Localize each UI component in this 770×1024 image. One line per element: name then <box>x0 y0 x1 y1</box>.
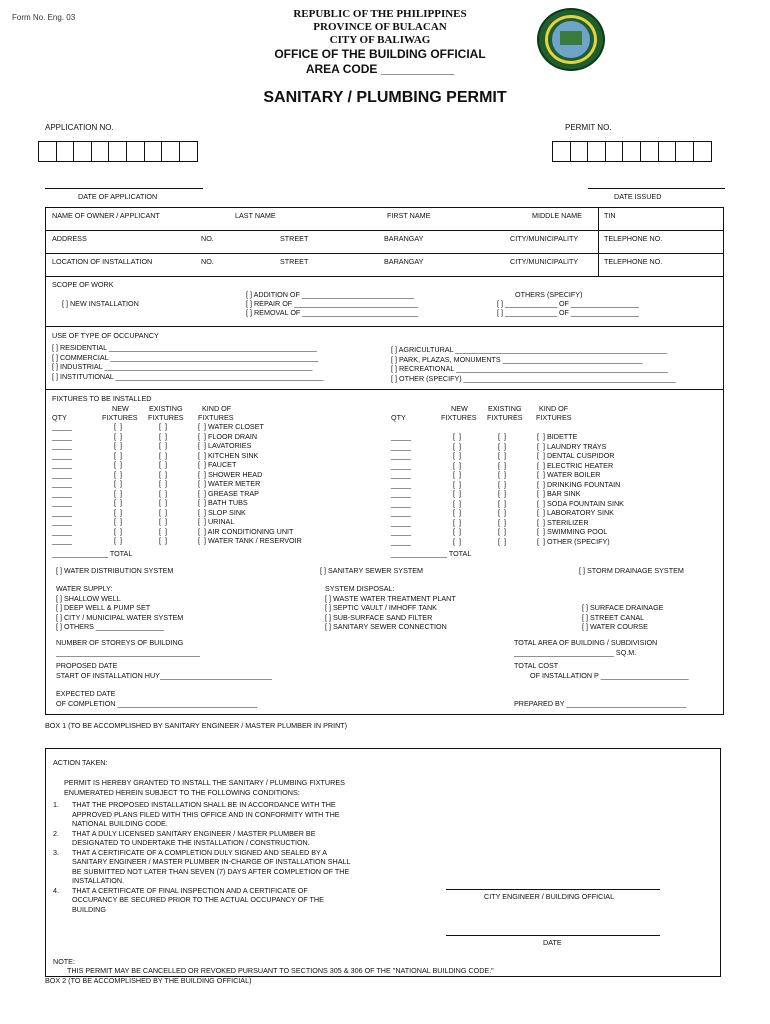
location-label: LOCATION OF INSTALLATION <box>52 257 153 266</box>
action-taken-label: ACTION TAKEN: <box>53 758 108 767</box>
area-code: AREA CODE ___________ <box>305 62 455 76</box>
shallow-well-checkbox[interactable]: [ ] SHALLOW WELL <box>56 593 121 603</box>
fixtures-right-kind-column <box>537 432 624 546</box>
fixtures-existing-header-2: FIXTURES <box>148 413 184 422</box>
scope-others-line-2[interactable]: [ ] _____________ OF _________________ <box>497 308 639 317</box>
fixture-left-item-11[interactable]: [ ] URINAL <box>198 517 235 526</box>
fixture-right-item-2[interactable]: [ ] LAUNDRY TRAYS <box>537 441 607 451</box>
new-installation-checkbox[interactable]: [ ] NEW INSTALLATION <box>62 299 139 308</box>
fixture-right-item-3[interactable]: [ ] DENTAL CUSPIDOR <box>537 451 615 460</box>
deep-well-checkbox[interactable]: [ ] DEEP WELL & PUMP SET <box>56 603 151 612</box>
fixture-left-item-13[interactable]: [ ] WATER TANK / RESERVOIR <box>198 536 302 545</box>
storeys-field[interactable]: ____________________________________ <box>56 648 200 657</box>
address-label: ADDRESS <box>52 234 87 243</box>
condition-3-line-4: INSTALLATION. <box>72 876 125 885</box>
fixtures-new-header-2: FIXTURES <box>102 413 138 422</box>
first-name-label: FIRST NAME <box>387 211 431 220</box>
fixture-right-item-1[interactable]: [ ] BIDETTE <box>537 432 578 441</box>
fixtures-right-existing-header-2: FIXTURES <box>487 413 523 422</box>
water-distribution-checkbox[interactable]: [ ] WATER DISTRIBUTION SYSTEM <box>56 566 174 575</box>
fixtures-right-existing-header: EXISTING <box>488 404 522 413</box>
fixture-right-item-11[interactable]: [ ] SWIMMING POOL <box>537 527 608 536</box>
permit-no-label: PERMIT NO. <box>565 123 612 132</box>
fixture-right-item-4[interactable]: [ ] ELECTRIC HEATER <box>537 460 614 470</box>
date-signature-line[interactable] <box>446 935 660 936</box>
start-installation-field[interactable]: START OF INSTALLATION HUY____________________________ <box>56 671 272 680</box>
condition-4-number: 4. <box>53 885 59 895</box>
fixtures-kind-header: KIND OF <box>202 404 232 413</box>
owner-name-label: NAME OF OWNER / APPLICANT <box>52 211 160 220</box>
province-heading: PROVINCE OF BULACAN <box>313 21 447 33</box>
septic-vault-checkbox[interactable]: [ ] SEPTIC VAULT / IMHOFF TANK <box>325 603 437 612</box>
fixtures-qty-header: QTY <box>52 413 67 422</box>
condition-2-line-1: THAT A DULY LICENSED SANITARY ENGINEER / MASTER PLUMBER BE <box>72 828 316 838</box>
scope-title: SCOPE OF WORK <box>52 280 114 289</box>
city-seal-logo <box>537 8 605 71</box>
location-telephone-label: TELEPHONE NO. <box>604 257 663 266</box>
occupancy-other[interactable]: [ ] OTHER (SPECIFY) _____________________________________________________ <box>391 373 676 383</box>
street-canal-checkbox[interactable]: [ ] STREET CANAL <box>582 612 645 622</box>
condition-4-line-1: THAT A CERTIFICATE OF FINAL INSPECTION AND A CERTIFICATE OF <box>72 885 308 895</box>
box1-caption: BOX 1 (TO BE ACCOMPLISHED BY SANITARY ENGINEER / MASTER PLUMBER IN PRINT) <box>45 721 348 730</box>
fixtures-right-new-column[interactable]: [ ] [ ] [ ] [ ] [ ] [ ] [ ] [ ] [ ] [ ] [ ] [ ] <box>453 432 461 546</box>
occupancy-industrial[interactable]: [ ] INDUSTRIAL ____________________________________________________ <box>52 362 313 371</box>
city-heading: CITY OF BALIWAG <box>329 34 431 46</box>
address-telephone-label: TELEPHONE NO. <box>604 234 663 243</box>
fixture-left-item-3[interactable]: [ ] LAVATORIES <box>198 441 252 450</box>
repair-checkbox[interactable]: [ ] REPAIR OF _______________________________ <box>246 299 419 308</box>
fixture-left-item-12[interactable]: [ ] AIR CONDITIONING UNIT <box>198 526 294 536</box>
fixtures-right-existing-column[interactable]: [ ] [ ] [ ] [ ] [ ] [ ] [ ] [ ] [ ] [ ] [ ] [ ] <box>498 432 506 546</box>
office-heading: OFFICE OF THE BUILDING OFFICIAL <box>274 47 486 61</box>
total-cost-label: TOTAL COST <box>514 661 559 670</box>
fixture-left-item-10[interactable]: [ ] SLOP SINK <box>198 507 246 517</box>
note-text: THIS PERMIT MAY BE CANCELLED OR REVOKED PURSUANT TO SECTIONS 305 & 306 OF THE "NATIONAL BUILDING CODE." <box>67 966 494 975</box>
system-disposal-label: SYSTEM DISPOSAL: <box>325 584 395 593</box>
address-city-label: CITY/MUNICIPALITY <box>510 234 579 243</box>
sanitary-sewer-checkbox[interactable]: [ ] SANITARY SEWER SYSTEM <box>320 566 424 575</box>
note-label: NOTE: <box>53 957 75 966</box>
date-application-line[interactable] <box>45 188 203 189</box>
action-intro-1: PERMIT IS HEREBY GRANTED TO INSTALL THE SANITARY / PLUMBING FIXTURES <box>64 778 345 787</box>
fixtures-left-total[interactable]: ______________ TOTAL <box>52 549 133 558</box>
occupancy-residential[interactable]: [ ] RESIDENTIAL ____________________________________________________ <box>52 343 317 352</box>
condition-3-line-3: BE SUBMITTED NOT LATER THAN SEVEN (7) DAYS AFTER COMPLETION OF THE <box>72 866 350 876</box>
storeys-label: NUMBER OF STOREYS OF BUILDING <box>56 638 184 647</box>
fixture-left-item-8[interactable]: [ ] GREASE TRAP <box>198 488 259 498</box>
storm-drainage-checkbox[interactable]: [ ] STORM DRAINAGE SYSTEM <box>579 566 684 575</box>
surface-drainage-checkbox[interactable]: [ ] SURFACE DRAINAGE <box>582 603 664 612</box>
permit-no-boxes[interactable] <box>552 141 712 162</box>
fixtures-left-existing-column[interactable]: [ ] [ ] [ ] [ ] [ ] [ ] [ ] [ ] [ ] [ ] [ ] [ ] [ ] <box>159 422 167 545</box>
location-city-label: CITY/MUNICIPALITY <box>510 257 579 266</box>
fixtures-right-new-header: NEW <box>451 404 468 413</box>
sand-filter-checkbox[interactable]: [ ] SUB-SURFACE SAND FILTER <box>325 612 433 622</box>
fixtures-right-new-header-2: FIXTURES <box>441 413 477 422</box>
fixtures-left-new-column[interactable]: [ ] [ ] [ ] [ ] [ ] [ ] [ ] [ ] [ ] [ ] [ ] [ ] [ ] <box>114 422 122 545</box>
occupancy-recreational[interactable]: [ ] RECREATIONAL _____________________________________________________ <box>391 364 668 373</box>
address-no-label: NO. <box>201 234 214 243</box>
fixtures-kind-header-2: FIXTURES <box>198 413 234 422</box>
fixtures-right-qty-header: QTY <box>391 413 406 422</box>
address-street-label: STREET <box>280 234 309 243</box>
water-supply-label: WATER SUPPLY: <box>56 584 113 593</box>
occupancy-title: USE OF TYPE OF OCCUPANCY <box>52 331 159 340</box>
fixtures-existing-header: EXISTING <box>149 404 183 413</box>
scope-others-line-1[interactable]: [ ] _____________ OF _________________ <box>497 299 639 308</box>
city-engineer-signature-line[interactable] <box>446 889 660 890</box>
fixture-right-item-7[interactable]: [ ] BAR SINK <box>537 489 581 498</box>
location-no-label: NO. <box>201 257 214 266</box>
occupancy-commercial[interactable]: [ ] COMMERCIAL ____________________________________________________ <box>52 352 319 362</box>
addition-checkbox[interactable]: [ ] ADDITION OF ____________________________ <box>246 290 414 299</box>
condition-1-line-1: THAT THE PROPOSED INSTALLATION SHALL BE IN ACCORDANCE WITH THE <box>72 800 336 809</box>
fixtures-left-qty-column[interactable]: _____ _____ _____ _____ _____ _____ _____ _____ _____ _____ _____ _____ _____ <box>52 422 72 545</box>
fixture-right-item-9[interactable]: [ ] LABORATORY SINK <box>537 508 614 517</box>
fixture-left-item-6[interactable]: [ ] SHOWER HEAD <box>198 469 263 479</box>
fixture-right-item-12[interactable]: [ ] OTHER (SPECIFY) <box>537 536 610 546</box>
page-title: SANITARY / PLUMBING PERMIT <box>263 89 507 106</box>
address-barangay-label: BARANGAY <box>384 234 424 243</box>
fixtures-right-kind-header-2: FIXTURES <box>536 413 572 422</box>
fixtures-left-kind-column <box>198 422 302 546</box>
application-no-label: APPLICATION NO. <box>45 123 114 132</box>
prepared-by-field[interactable]: PREPARED BY ______________________________ <box>514 699 687 708</box>
condition-1-number: 1. <box>53 800 59 809</box>
box2-caption: BOX 2 (TO BE ACCOMPLISHED BY THE BUILDING OFFICIAL) <box>45 976 252 985</box>
tin-label: TIN <box>604 211 616 220</box>
fixtures-right-total[interactable]: ______________ TOTAL <box>391 549 472 558</box>
condition-3-line-2: SANITARY ENGINEER / MASTER PLUMBER IN-CHARGE OF INSTALLATION SHALL <box>72 857 351 866</box>
application-no-boxes[interactable] <box>38 141 198 162</box>
form-number: Form No. Eng. 03 <box>12 13 76 22</box>
fixture-right-item-10[interactable]: [ ] STERILIZER <box>537 517 589 527</box>
proposed-date-label: PROPOSED DATE <box>56 661 118 670</box>
fixture-left-item-1[interactable]: [ ] WATER CLOSET <box>198 422 264 431</box>
sewer-connection-checkbox[interactable]: [ ] SANITARY SEWER CONNECTION <box>325 622 447 631</box>
republic-heading: REPUBLIC OF THE PHILIPPINES <box>293 8 467 20</box>
fixture-left-item-2[interactable]: [ ] FLOOR DRAIN <box>198 431 258 441</box>
fixtures-new-header: NEW <box>112 404 129 413</box>
installation-cost-field[interactable]: OF INSTALLATION P ______________________ <box>530 671 689 680</box>
scope-others-label: OTHERS (SPECIFY) <box>515 290 583 299</box>
completion-date-field[interactable]: OF COMPLETION ___________________________________ <box>56 699 258 708</box>
condition-3-line-1: THAT A CERTIFICATE OF A COMPLETION DULY SIGNED AND SEALED BY A <box>72 847 328 857</box>
city-water-checkbox[interactable]: [ ] CITY / MUNICIPAL WATER SYSTEM <box>56 612 184 622</box>
fixtures-right-qty-column[interactable]: _____ _____ _____ _____ _____ _____ _____ _____ _____ _____ _____ _____ <box>391 432 411 546</box>
fixture-left-item-7[interactable]: [ ] WATER METER <box>198 479 261 488</box>
water-course-checkbox[interactable]: [ ] WATER COURSE <box>582 622 648 631</box>
fixture-left-item-4[interactable]: [ ] KITCHEN SINK <box>198 450 259 460</box>
occupancy-park[interactable]: [ ] PARK, PLAZAS, MONUMENTS ___________________________________ <box>391 354 643 364</box>
condition-1-line-2: APPROVED PLANS FILED WITH THIS OFFICE AND IN CONFORMITY WITH THE <box>72 809 340 819</box>
last-name-label: LAST NAME <box>235 211 276 220</box>
condition-2-line-2: DESIGNATED TO UNDERTAKE THE INSTALLATION / CONSTRUCTION. <box>72 838 310 847</box>
condition-2-number: 2. <box>53 828 59 838</box>
date-issued-line[interactable] <box>588 188 725 189</box>
fixture-left-item-5[interactable]: [ ] FAUCET <box>198 460 237 469</box>
action-date-label: DATE <box>543 938 562 947</box>
expected-date-label: EXPECTED DATE <box>56 689 116 698</box>
middle-name-label: MIDDLE NAME <box>532 211 582 220</box>
occupancy-institutional[interactable]: [ ] INSTITUTIONAL ____________________________________________________ <box>52 371 324 381</box>
fixture-left-item-9[interactable]: [ ] BATH TUBS <box>198 498 248 507</box>
total-area-field[interactable]: _________________________ SQ.M. <box>514 648 637 657</box>
fixtures-title: FIXTURES TO BE INSTALLED <box>52 394 152 403</box>
total-area-label: TOTAL AREA OF BUILDING / SUBDIVISION <box>514 638 658 647</box>
condition-4-line-2: OCCUPANCY BE SECURED PRIOR TO THE ACTUAL OCCUPANCY OF THE <box>72 895 324 904</box>
condition-1-line-3: NATIONAL BUILDING CODE. <box>72 819 168 828</box>
date-issued-label: DATE ISSUED <box>614 192 662 201</box>
occupancy-agricultural[interactable]: [ ] AGRICULTURAL _____________________________________________________ <box>391 345 668 354</box>
waste-water-checkbox[interactable]: [ ] WASTE WATER TREATMENT PLANT <box>325 593 456 603</box>
location-barangay-label: BARANGAY <box>384 257 424 266</box>
fixture-right-item-5[interactable]: [ ] WATER BOILER <box>537 470 601 479</box>
date-of-application-label: DATE OF APPLICATION <box>78 192 158 201</box>
location-street-label: STREET <box>280 257 309 266</box>
fixture-right-item-6[interactable]: [ ] DRINKING FOUNTAIN <box>537 479 621 489</box>
fixture-right-item-8[interactable]: [ ] SODA FOUNTAIN SINK <box>537 498 624 508</box>
condition-3-number: 3. <box>53 847 59 857</box>
fixtures-right-kind-header: KIND OF <box>539 404 569 413</box>
water-others-checkbox[interactable]: [ ] OTHERS _________________ <box>56 622 164 631</box>
city-engineer-label: CITY ENGINEER / BUILDING OFFICIAL <box>484 892 615 901</box>
removal-checkbox[interactable]: [ ] REMOVAL OF _____________________________ <box>246 308 419 317</box>
condition-4-line-3: BUILDING <box>72 904 106 914</box>
action-intro-2: ENUMERATED HEREIN SUBJECT TO THE FOLLOWING CONDITIONS: <box>64 787 300 797</box>
